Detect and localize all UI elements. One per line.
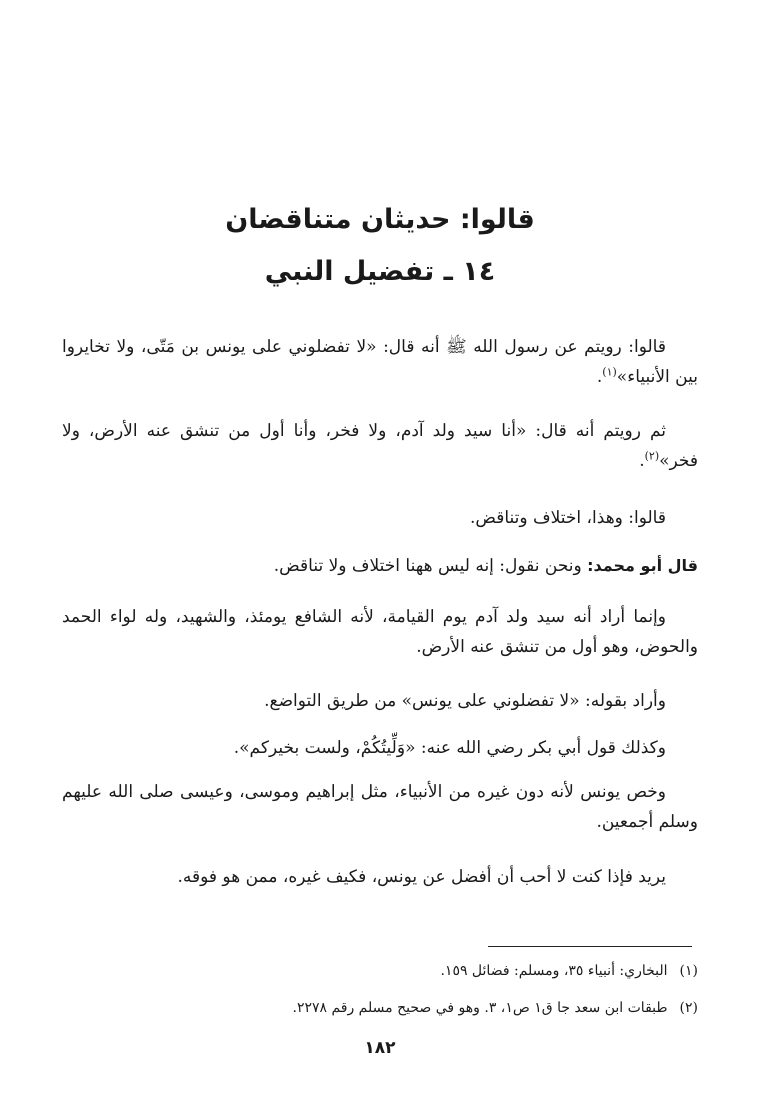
footnote-2-number: (٢) <box>679 1000 698 1016</box>
paragraph-4 <box>62 551 698 581</box>
paragraph-3: قالوا: وهذا، اختلاف وتناقض. <box>470 508 666 528</box>
paragraph-8: وخص يونس لأنه دون غيره من الأنبياء، مثل إبراهيم وموسى، وعيسى صلى الله عليهم وسلم أجمعين. <box>62 782 698 832</box>
paragraph-7: وكذلك قول أبي بكر رضي الله عنه: «وَلِّيتُكُمْ، ولست بخيركم». <box>233 738 666 758</box>
footnote-1-text: البخاري: أنبياء ٣٥، ومسلم: فضائل ١٥٩. <box>440 963 668 979</box>
footnote-2 <box>62 997 698 1019</box>
footnote-ref-1[interactable]: (١) <box>602 365 617 379</box>
speaker-label: قال أبو محمد: <box>587 556 698 575</box>
paragraph-6: وأراد بقوله: «لا تفضلوني على يونس» من طريق التواضع. <box>264 691 666 711</box>
paragraph-2-tail: . <box>639 451 645 471</box>
paragraph-4-text: ونحن نقول: إنه ليس ههنا اختلاف ولا تناقض. <box>273 556 588 576</box>
footnote-divider <box>488 946 692 947</box>
paragraph-2 <box>62 416 698 476</box>
footnote-2-text: طبقات ابن سعد جا ق١ ص١، ٣. وهو في صحيح مسلم رقم ٢٢٧٨. <box>292 1000 668 1016</box>
footnote-ref-2[interactable]: (٢) <box>644 449 660 463</box>
footnote-1 <box>62 960 698 982</box>
paragraph-5: وإنما أراد أنه سيد ولد آدم يوم القيامة، لأنه الشافع يومئذ، والشهيد، وله لواء الحمد والحوض، وهو أول من تنشق عنه الأرض. <box>62 607 698 657</box>
section-heading: ١٤ ـ تفضيل النبي <box>264 256 496 287</box>
paragraph-2-text: ثم رويتم أنه قال: «أنا سيد ولد آدم، ولا فخر، وأنا أول من تنشق عنه الأرض، ولا فخر» <box>62 421 698 471</box>
chapter-heading: قالوا: حديثان متناقضان <box>225 204 535 235</box>
paragraph-1-tail: . <box>596 367 603 387</box>
paragraph-1-text: قالوا: رويتم عن رسول الله ﷺ أنه قال: «لا تفضلوني على يونس بن مَتّى، ولا تخايروا بين الأنبياء» <box>62 337 698 387</box>
paragraph-9: يريد فإذا كنت لا أحب أن أفضل عن يونس، فكيف غيره، ممن هو فوقه. <box>177 867 666 887</box>
paragraph-1 <box>62 332 698 392</box>
footnote-1-number: (١) <box>679 963 698 979</box>
page-number: ١٨٢ <box>364 1038 396 1058</box>
